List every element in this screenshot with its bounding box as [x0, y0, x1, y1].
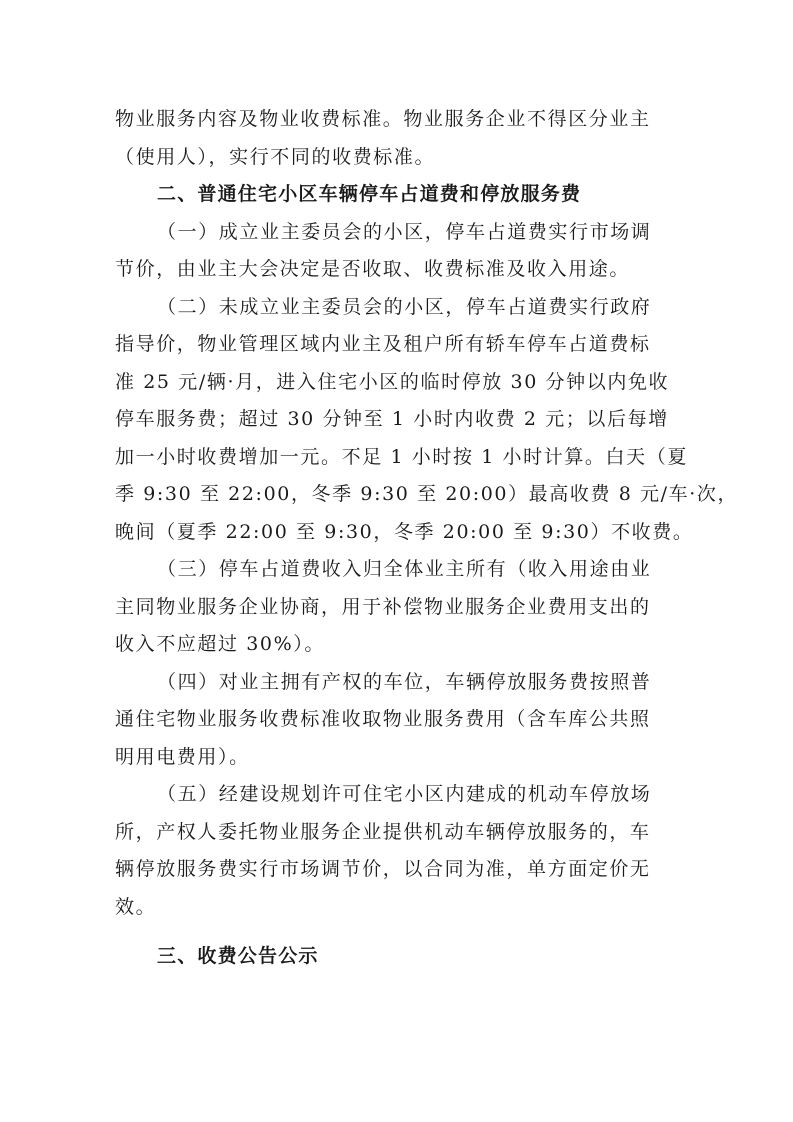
- text-line: 通住宅物业服务收费标准收取物业服务费用（含车库公共照: [115, 708, 651, 730]
- text-line: 收入不应超过 30%）。: [115, 633, 325, 655]
- text-line: 停车服务费；超过 30 分钟至 1 小时内收费 2 元；以后每增: [115, 408, 669, 430]
- text-line: 节价，由业主大会决定是否收取、收费标准及收入用途。: [115, 258, 631, 280]
- section-heading-2: 二、普通住宅小区车辆停车占道费和停放服务费: [157, 183, 582, 205]
- text-line: 所，产权人委托物业服务企业提供机动车辆停放服务的，车: [115, 820, 651, 843]
- text-line: 主同物业服务企业协商，用于补偿物业服务企业费用支出的: [115, 595, 651, 618]
- document-body: [115, 101, 739, 976]
- text-line: （五）经建设规划许可住宅小区内建成的机动车停放场: [157, 783, 652, 805]
- text-line: 指导价，物业管理区域内业主及租户所有轿车停车占道费标: [115, 333, 651, 355]
- text-line: （三）停车占道费收入归全体业主所有（收入用途由业: [157, 558, 652, 580]
- text-line: 准 25 元/辆·月，进入住宅小区的临时停放 30 分钟以内免收: [115, 370, 670, 393]
- text-line: 晚间（夏季 22:00 至 9:30，冬季 20:00 至 9:30）不收费。: [115, 520, 694, 543]
- paragraph-continuation: [115, 101, 690, 176]
- text-line: 加一小时收费增加一元。不足 1 小时按 1 小时计算。白天（夏: [115, 445, 688, 468]
- text-line: 物业服务内容及物业收费标准。物业服务企业不得区分业主: [115, 108, 651, 130]
- paragraph-item-3: [115, 551, 690, 664]
- text-line: （使用人），实行不同的收费标准。: [115, 145, 436, 168]
- paragraph-item-2: [115, 289, 739, 552]
- text-line: 季 9:30 至 22:00，冬季 9:30 至 20:00）最高收费 8 元/车·次，: [115, 483, 739, 505]
- text-line: 效。: [115, 895, 157, 918]
- paragraph-item-4: [115, 664, 690, 777]
- text-line: （二）未成立业主委员会的小区，停车占道费实行政府: [157, 295, 652, 318]
- paragraph-item-5: [115, 776, 690, 926]
- text-line: 明用电费用）。: [115, 745, 250, 768]
- section-heading-3: 三、收费公告公示: [157, 945, 319, 967]
- text-line: （四）对业主拥有产权的车位，车辆停放服务费按照普: [157, 670, 652, 693]
- text-line: 辆停放服务费实行市场调节价，以合同为准，单方面定价无: [115, 858, 651, 880]
- paragraph-item-1: [115, 214, 690, 289]
- text-line: （一）成立业主委员会的小区，停车占道费实行市场调: [157, 220, 652, 243]
